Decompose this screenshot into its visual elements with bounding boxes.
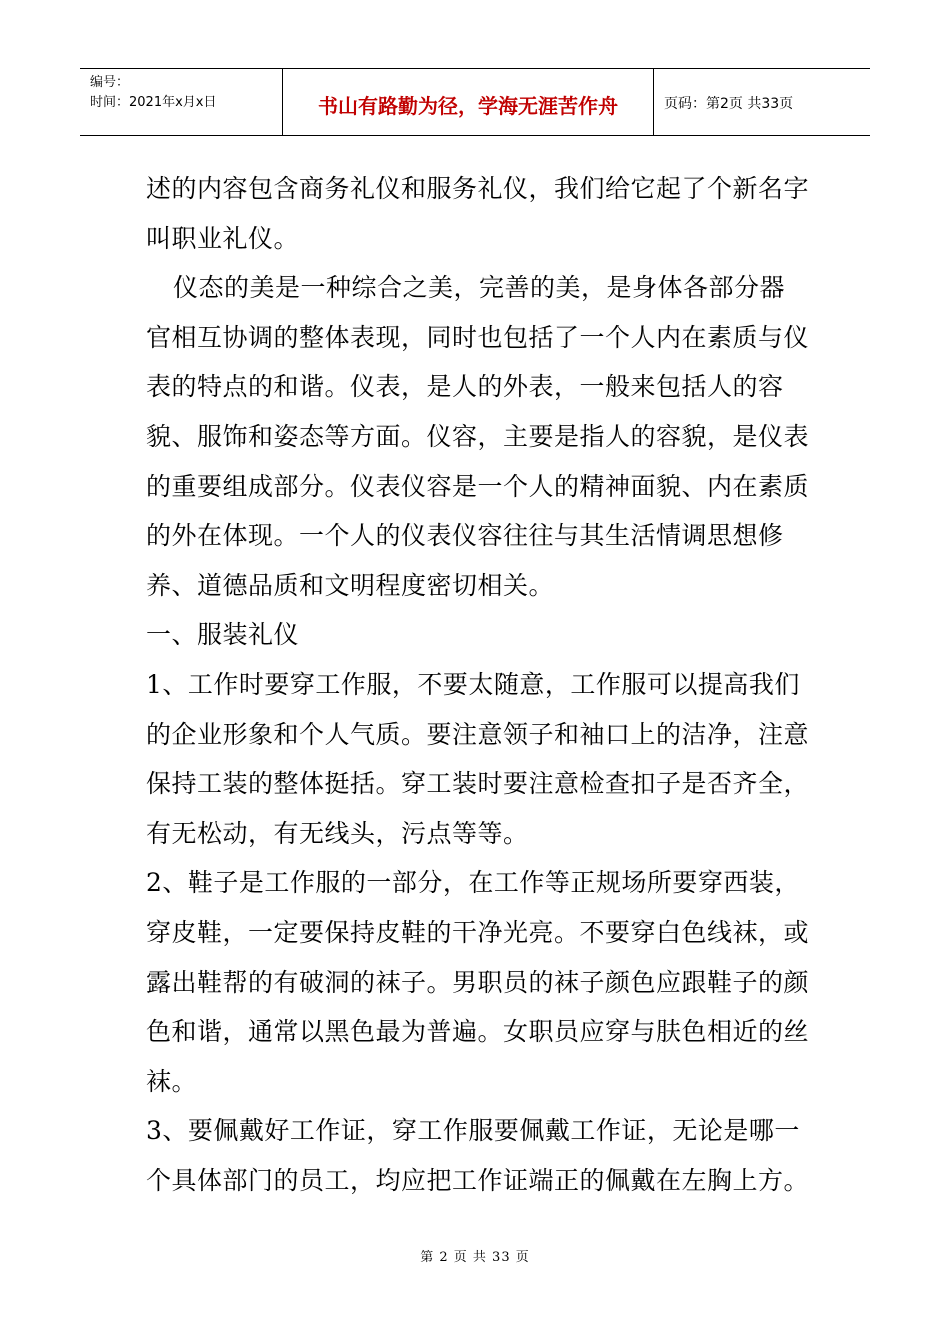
header-page-info: 页码：第2页 共33页 <box>664 96 794 112</box>
header-time: 时间：2021年x月x日 <box>90 95 217 110</box>
page-footer: 第 2 页 共 33 页 <box>420 1250 530 1265</box>
paragraph: 仪态的美是一种综合之美，完善的美，是身体各部分器官相互协调的整体表现，同时也包括了一个人内在素质与仪表的特点的和谐。仪表，是人的外表，一般来包括人的容貌、服饰和姿态等方面。仪容，主要是指人的容貌，是仪表的重要组成部分。仪表仪容是一个人的精神面貌、内在素质的外在体现。一个人的仪表仪容往往与其生活情调思想修养、道德品质和文明程度密切相关。 <box>146 273 810 600</box>
list-item: 3、要佩戴好工作证，穿工作服要佩戴工作证，无论是哪一个具体部门的员工，均应把工作证端正的佩戴在左胸上方。 <box>146 1116 810 1195</box>
document-body <box>146 164 810 1205</box>
header-motto: 书山有路勤为径，学海无涯苦作舟 <box>282 69 654 135</box>
header-meta <box>80 69 282 135</box>
section-heading: 一、服装礼仪 <box>146 620 300 650</box>
header-number: 编号： <box>90 75 130 90</box>
list-item: 1、工作时要穿工作服，不要太随意，工作服可以提高我们的企业形象和个人气质。要注意领子和袖口上的洁净，注意保持工装的整体挺括。穿工装时要注意检查扣子是否齐全，有无松动，有无线头，污点等等。 <box>146 669 810 848</box>
paragraph: 述的内容包含商务礼仪和服务礼仪，我们给它起了个新名字叫职业礼仪。 <box>146 174 810 253</box>
list-item: 2、鞋子是工作服的一部分，在工作等正规场所要穿西装，穿皮鞋，一定要保持皮鞋的干净光亮。不要穿白色线袜，或露出鞋帮的有破洞的袜子。男职员的袜子颜色应跟鞋子的颜色和谐，通常以黑色最为普遍。女职员应穿与肤色相近的丝袜。 <box>146 868 810 1096</box>
page-header <box>80 68 870 136</box>
